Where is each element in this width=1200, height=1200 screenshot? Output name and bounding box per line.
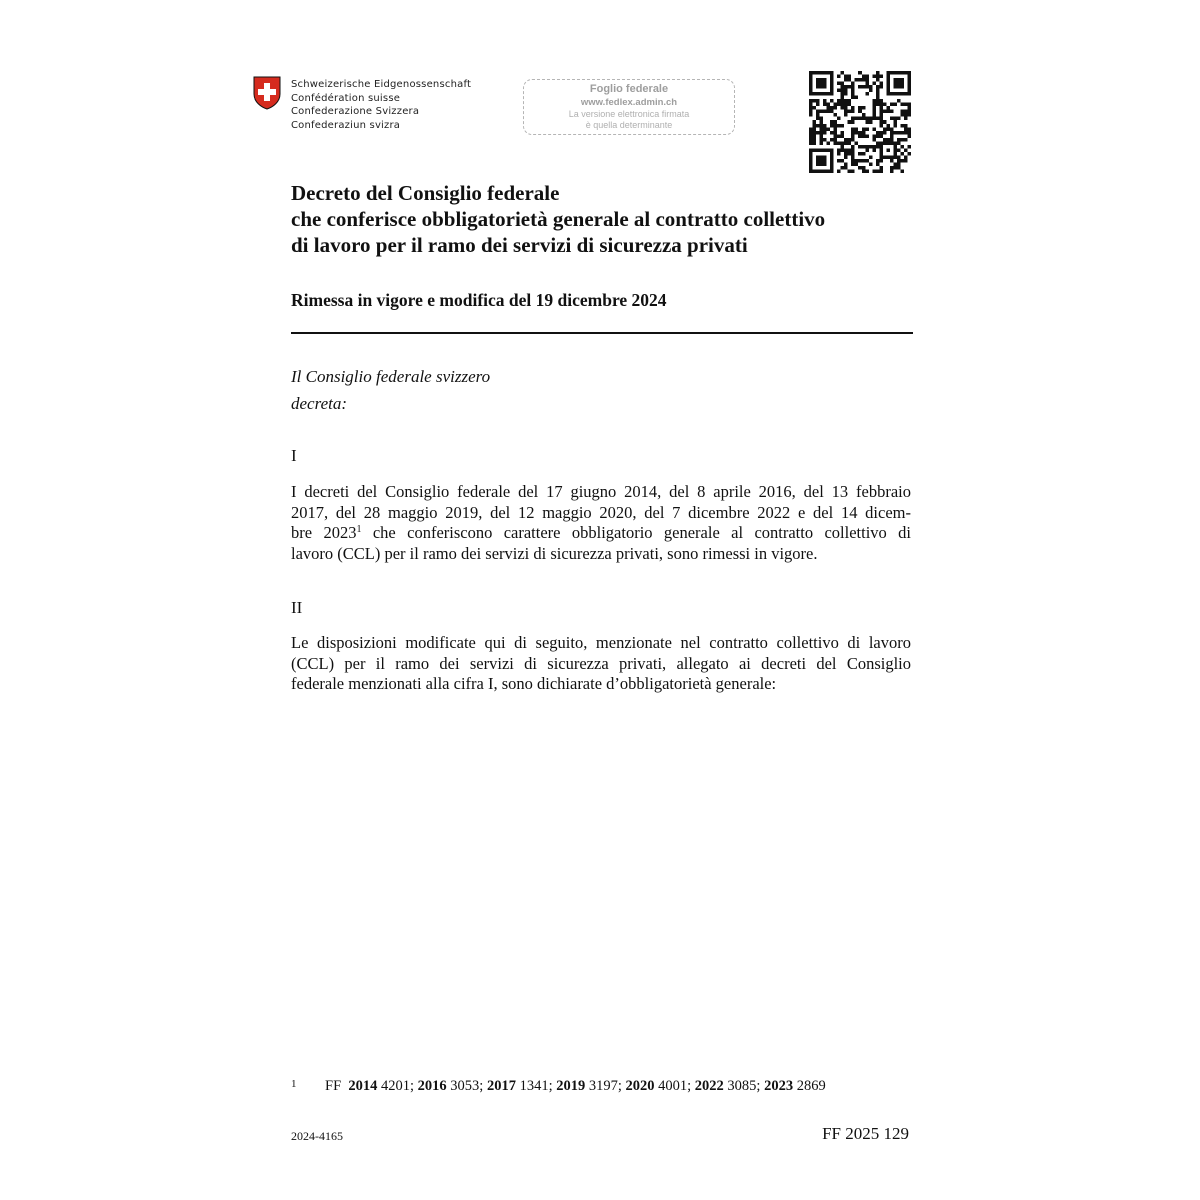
- document-subtitle: Rimessa in vigore e modifica del 19 dicembre 2024: [291, 290, 667, 310]
- footnote-ref: [556, 1078, 625, 1094]
- footnote-ref-year: 2016: [417, 1078, 447, 1094]
- footnote-marker[interactable]: 1: [356, 524, 362, 535]
- footnote-ref-year: 2023: [764, 1078, 794, 1094]
- official-gazette-stamp: [523, 79, 735, 135]
- preamble-line: Il Consiglio federale svizzero: [291, 367, 491, 386]
- paragraph-line: Le disposizioni modificate qui di seguito, menzionate nel contratto collettivo di lavoro: [291, 633, 911, 652]
- footnote-ref-page: 1341;: [515, 1078, 557, 1094]
- footnote: [291, 1078, 826, 1095]
- footnote-ref-year: 2019: [556, 1078, 586, 1094]
- footnote-ref-page: 2869: [793, 1078, 826, 1094]
- title-line: Decreto del Consiglio federale: [291, 181, 560, 205]
- swiss-coat-of-arms-icon: [253, 76, 281, 110]
- footnote-ref-page: 4201;: [377, 1078, 418, 1094]
- document-id: 2024-4165: [291, 1129, 343, 1143]
- footnote-ref-page: 3085;: [723, 1078, 765, 1094]
- footnote-ref-page: 4001;: [654, 1078, 695, 1094]
- preamble-line: decreta:: [291, 394, 348, 413]
- stamp-title: Foglio federale: [589, 83, 669, 95]
- footnote-prefix: FF: [325, 1078, 342, 1094]
- preamble: [291, 363, 490, 417]
- paragraph-line-with-footnote: [291, 523, 911, 544]
- paragraph-line: federale menzionati alla cifra I, sono dichiarate d’obbligatorietà generale:: [291, 674, 777, 693]
- stamp-note-line2: è quella determinante: [585, 120, 673, 130]
- title-line: di lavoro per il ramo dei servizi di sicurezza privati: [291, 233, 748, 257]
- paragraph-text: che conferiscono carattere obbligatorio generale al contratto collettivo di: [372, 523, 912, 542]
- confederation-names: [291, 78, 471, 132]
- footnote-ref-page: 3197;: [585, 1078, 626, 1094]
- footnote-ref-year: 2017: [486, 1078, 516, 1094]
- footnote-references: [348, 1078, 825, 1094]
- footnote-ref-year: 2020: [625, 1078, 655, 1094]
- footnote-ref: [348, 1078, 417, 1094]
- section-numeral: I: [291, 446, 297, 465]
- stamp-note-line1: La versione elettronica firmata: [568, 109, 690, 119]
- footnote-ref-page: 3053;: [446, 1078, 487, 1094]
- section-numeral: II: [291, 598, 303, 617]
- confed-name-it: Confederazione Svizzera: [291, 106, 420, 117]
- paragraph-line: lavoro (CCL) per il ramo dei servizi di sicurezza privati, sono rimessi in vigore.: [291, 543, 818, 563]
- paragraph-line: 2017, del 28 maggio 2019, del 12 maggio 2020, del 7 dicembre 2022 e del 14 dicem-: [291, 502, 911, 522]
- title-line: che conferisce obbligatorietà generale al contratto collettivo: [291, 207, 826, 231]
- paragraph-line: (CCL) per il ramo dei servizi di sicurezza privati, allegato ai decreti del Consiglio: [291, 653, 911, 673]
- paragraph-text: bre 2023: [291, 523, 357, 542]
- section-paragraph: [291, 482, 911, 564]
- footnote-ref: [764, 1078, 826, 1094]
- stamp-url: www.fedlex.admin.ch: [580, 97, 678, 108]
- footnote-ref: [626, 1078, 695, 1094]
- footnote-ref-year: 2014: [348, 1078, 378, 1094]
- confed-name-de: Schweizerische Eidgenossenschaft: [291, 79, 472, 90]
- confed-name-rm: Confederaziun svizra: [291, 119, 401, 131]
- footnote-ref-year: 2022: [694, 1078, 724, 1094]
- footnote-number: 1: [291, 1078, 297, 1090]
- title-divider: [291, 332, 913, 334]
- footnote-ref: [487, 1078, 556, 1094]
- confed-name-fr: Confédération suisse: [291, 92, 401, 104]
- footnote-ref: [695, 1078, 764, 1094]
- qr-code-icon: [809, 71, 911, 173]
- paragraph-line: I decreti del Consiglio federale del 17 giugno 2014, del 8 aprile 2016, del 13 febbraio: [291, 482, 911, 501]
- federal-gazette-reference: FF 2025 129: [822, 1124, 909, 1143]
- document-title: [291, 180, 921, 258]
- footnote-ref: [418, 1078, 487, 1094]
- section-paragraph: [291, 633, 911, 695]
